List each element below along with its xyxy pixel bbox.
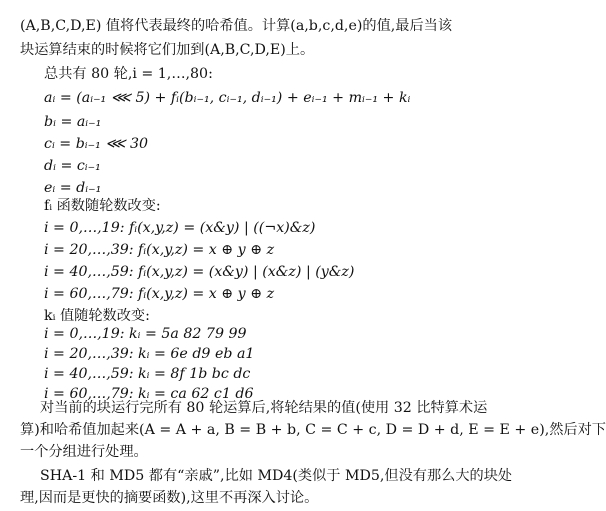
paragraph-1-line-2: 块运算结束的时候将它们加到(A,B,C,D,E)上。 — [20, 42, 315, 58]
equation-d: dᵢ = cᵢ₋₁ — [44, 158, 101, 174]
k-value-heading: kᵢ 值随轮数改变: — [44, 308, 150, 324]
f-function-heading: fᵢ 函数随轮数改变: — [44, 198, 161, 214]
f-rule-40-59: i = 40,…,59: fᵢ(x,y,z) = (x&y) | (x&z) | (y&z) — [44, 264, 355, 280]
rounds-total-line: 总共有 80 轮,i = 1,…,80: — [44, 66, 213, 82]
f-rule-0-19: i = 0,…,19: fᵢ(x,y,z) = (x&y) | ((¬x)&z) — [44, 220, 316, 236]
paragraph-2-line-2: 算)和哈希值加起来(A = A + a, B = B + b, C = C + c, D = D + d, E = E + e),然后对下 — [20, 422, 606, 438]
paragraph-1-line-1: (A,B,C,D,E) 值将代表最终的哈希值。计算(a,b,c,d,e)的值,最后当该 — [20, 18, 453, 34]
equation-b: bᵢ = aᵢ₋₁ — [44, 114, 102, 130]
paragraph-3-line-1: SHA-1 和 MD5 都有“亲戚”,比如 MD4(类似于 MD5,但没有那么大的块处 — [40, 468, 513, 484]
k-rule-40-59: i = 40,…,59: kᵢ = 8f 1b bc dc — [44, 366, 251, 382]
equation-c: cᵢ = bᵢ₋₁ ⋘ 30 — [44, 136, 149, 152]
k-rule-0-19: i = 0,…,19: kᵢ = 5a 82 79 99 — [44, 326, 247, 342]
k-rule-60-79: i = 60,…,79: kᵢ = ca 62 c1 d6 — [44, 386, 254, 402]
f-rule-20-39: i = 20,…,39: fᵢ(x,y,z) = x ⊕ y ⊕ z — [44, 242, 275, 258]
k-rule-20-39: i = 20,…,39: kᵢ = 6e d9 eb a1 — [44, 346, 255, 362]
equation-a: aᵢ = (aᵢ₋₁ ⋘ 5) + fᵢ(bᵢ₋₁, cᵢ₋₁, dᵢ₋₁) + eᵢ₋₁ + mᵢ₋₁ + kᵢ — [44, 90, 411, 106]
paragraph-2-line-1: 对当前的块运行完所有 80 轮运算后,将轮结果的值(使用 32 比特算术运 — [40, 400, 488, 416]
equation-e: eᵢ = dᵢ₋₁ — [44, 180, 102, 196]
paragraph-2-line-3: 一个分组进行处理。 — [20, 444, 148, 460]
f-rule-60-79: i = 60,…,79: fᵢ(x,y,z) = x ⊕ y ⊕ z — [44, 286, 275, 302]
paragraph-3-line-2: 理,因而是更快的摘要函数),这里不再深入讨论。 — [20, 490, 319, 506]
